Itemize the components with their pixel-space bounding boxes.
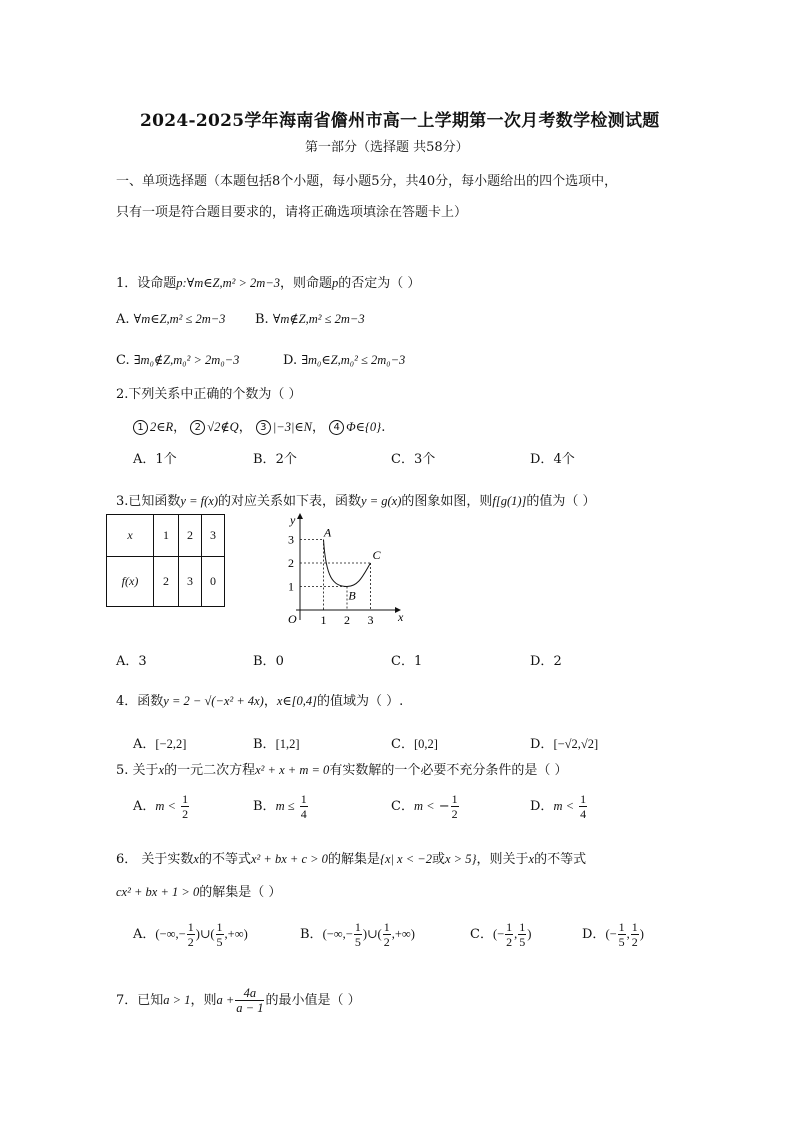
function-table (106, 514, 225, 607)
page-title: 2024-2025学年海南省儋州市高一上学期第一次月考数学检测试题 (140, 111, 660, 131)
table-cell: f(x) (107, 557, 154, 607)
q5-option-d[interactable]: D．m < $\frac{1}{4}$ (530, 792, 587, 821)
q2-option-d[interactable]: D．4个 (530, 452, 575, 467)
q3-option-b[interactable]: B．0 (253, 654, 284, 669)
table-cell: 3 (202, 515, 225, 557)
table-cell: 1 (154, 515, 179, 557)
x-tick-label: 2 (344, 613, 350, 627)
question-5-stem: 5. 关于x的一元二次方程x² + x + m = 0有实数解的一个必要不充分条件的是（ ） (116, 763, 568, 778)
y-tick-label: 3 (288, 532, 294, 547)
table-cell: 2 (179, 515, 202, 557)
circled-number-4: 4 (329, 420, 344, 435)
q3-option-d[interactable]: D．2 (530, 654, 562, 669)
guide-lines (300, 540, 371, 611)
q1-post2: 的否定为（ ） (338, 276, 421, 291)
origin-label: O (288, 612, 297, 626)
y-tick-label: 1 (288, 579, 294, 594)
question-2-stem: 2.下列关系中正确的个数为（ ） (116, 387, 302, 402)
section-instructions-line2: 只有一项是符合题目要求的，请将正确选项填涂在答题卡上） (116, 205, 468, 220)
tick-labels (288, 533, 374, 628)
point-label-c: C (372, 548, 381, 562)
question-1-stem (116, 272, 420, 291)
q1-option-b[interactable]: B. ∀m∉Z,m² ≤ 2m−3 (255, 312, 365, 327)
question-6-stem-line1: 6． 关于实数x的不等式x² + bx + c > 0的解集是{x| x < −2或x > 5}，则关于x的不等式 (116, 852, 587, 867)
q2-option-c[interactable]: C．3个 (391, 452, 436, 467)
q2-option-b[interactable]: B．2个 (253, 452, 297, 467)
q4-option-d[interactable]: D．[−√2,√2] (530, 737, 599, 752)
q1-option-a[interactable]: A. ∀m∈Z,m² ≤ 2m−3 (116, 312, 226, 327)
q6-option-a[interactable]: A．(−∞,− $\frac{1}{2}$ )∪( $\frac{1}{5}$ ,+∞) (133, 920, 248, 949)
q2-option-a[interactable]: A．1个 (133, 452, 177, 467)
table-cell: 2 (154, 557, 179, 607)
point-label-b: B (348, 588, 356, 603)
function-graph (276, 508, 406, 628)
x-axis-label: x (398, 610, 404, 624)
question-4-stem: 4．函数y = 2 − √(−x² + 4x)，x∈[0,4]的值域为（ ）. (116, 694, 404, 709)
q1-pre: 1．设命题 (116, 276, 177, 291)
question-3-stem: 3.已知函数y = f(x)的对应关系如下表，函数y = g(x)的图象如图，则f[g(1)]的值为（ ） (116, 494, 596, 509)
q1-option-c[interactable]: C. ∃m₀∉Z,m₀² > 2m₀−3 (116, 353, 240, 368)
q4-option-a[interactable]: A．[−2,2] (133, 737, 187, 752)
q5-option-a[interactable]: A．m < $\frac{1}{2}$ (133, 792, 189, 821)
q1-post: ，则命题 (280, 276, 333, 291)
q6-option-b[interactable]: B．(−∞,− $\frac{1}{5}$ )∪( $\frac{1}{2}$ ,+∞) (300, 920, 415, 949)
page-subtitle: 第一部分（选择题 共58分） (305, 140, 469, 155)
table-cell: 0 (202, 557, 225, 607)
circled-number-2: 2 (190, 420, 205, 435)
circled-number-3: 3 (256, 420, 271, 435)
q6-option-d[interactable]: D．(− $\frac{1}{5}$ , $\frac{1}{2}$ ) (582, 920, 644, 949)
y-axis-label: y (290, 513, 296, 527)
point-labels (323, 526, 382, 603)
x-tick-label: 1 (320, 613, 327, 627)
question-7-stem: 7．已知a > 1，则a + $\frac{4a}{a - 1}$ 的最小值是（ ） (116, 986, 361, 1015)
q4-option-b[interactable]: B．[1,2] (253, 737, 300, 752)
q6-option-c[interactable]: C．(− $\frac{1}{2}$ , $\frac{1}{5}$ ) (470, 920, 532, 949)
q5-option-c[interactable]: C．m < − $\frac{1}{2}$ (391, 792, 458, 821)
table-cell: 3 (179, 557, 202, 607)
q3-option-a[interactable]: A．3 (116, 654, 147, 669)
question-6-stem-line2: cx² + bx + 1 > 0的解集是（ ） (116, 885, 282, 900)
table-cell: x (107, 515, 154, 557)
section-instructions-line1: 一、单项选择题（本题包括8个小题，每小题5分，共40分，每小题给出的四个选项中， (116, 174, 618, 189)
g-curve (324, 540, 371, 587)
q3-option-c[interactable]: C．1 (391, 654, 423, 669)
q5-option-b[interactable]: B．m ≤ $\frac{1}{4}$ (253, 792, 307, 821)
q1-option-d[interactable]: D. ∃m₀∈Z,m₀² ≤ 2m₀−3 (283, 353, 406, 368)
q2-items: 1 2∈R， 2 √2∉Q， 3 |−3|∈N， 4 Φ∈{0}. (133, 416, 385, 435)
y-tick-label: 2 (288, 556, 294, 570)
circled-number-1: 1 (133, 420, 148, 435)
q1-p: p (332, 276, 339, 290)
q1-proposition: p:∀m∈Z,m² > 2m−3 (176, 276, 281, 290)
point-label-a: A (323, 525, 332, 540)
x-tick-label: 3 (367, 613, 374, 627)
q4-option-c[interactable]: C．[0,2] (391, 737, 438, 752)
